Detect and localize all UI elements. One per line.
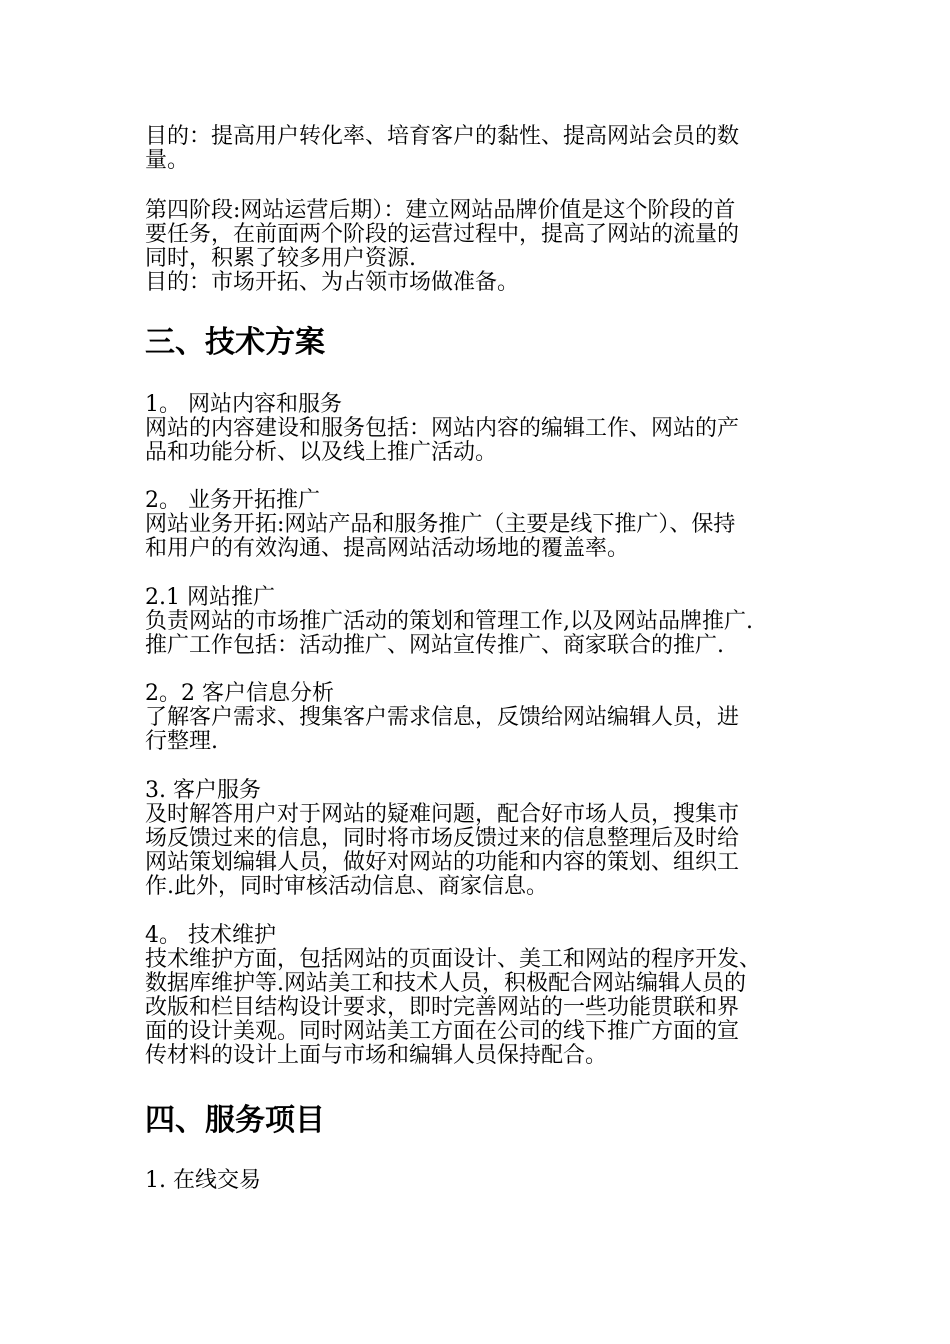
- text-line: 目的：提高用户转化率、培育客户的黏性、提高网站会员的数: [145, 124, 740, 149]
- text-line: 第四阶段:网站运营后期）：建立网站品牌价值是这个阶段的首: [145, 198, 736, 223]
- stage4-paragraph: [145, 199, 815, 295]
- section-3-item-1: [145, 393, 815, 465]
- item-heading: 1. 在线交易: [145, 1168, 261, 1193]
- text-line: 网站的内容建设和服务包括：网站内容的编辑工作、网站的产: [145, 416, 740, 441]
- text-line: 面的设计美观。同时网站美工方面在公司的线下推广方面的宣: [145, 1019, 740, 1044]
- text-line: 网站策划编辑人员，做好对网站的功能和内容的策划、组织工: [145, 850, 740, 875]
- item-heading: 2。 业务开拓推广: [145, 488, 320, 513]
- text-line: 推广工作包括：活动推广、网站宣传推广、商家联合的推广.: [145, 633, 724, 658]
- item-heading: 2.1 网站推广: [145, 585, 275, 610]
- section-3-item-2-1: [145, 586, 815, 658]
- text-line: 改版和栏目结构设计要求，即时完善网站的一些功能贯联和界: [145, 995, 740, 1020]
- section-4-title: 四、服务项目: [145, 1103, 325, 1138]
- text-line: 品和功能分析、以及线上推广活动。: [145, 440, 498, 465]
- text-line: 了解客户需求、搜集客户需求信息，反馈给网站编辑人员，进: [145, 705, 740, 730]
- text-line: 作.此外，同时审核活动信息、商家信息。: [145, 874, 548, 899]
- text-line: 技术维护方面，包括网站的页面设计、美工和网站的程序开发、: [145, 947, 762, 972]
- text-line: 网站业务开拓:网站产品和服务推广（主要是线下推广）、保持: [145, 512, 736, 537]
- item-heading: 4。 技术维护: [145, 923, 276, 948]
- text-line: 及时解答用户对于网站的疑难问题，配合好市场人员，搜集市: [145, 802, 740, 827]
- text-line: 数据库维护等.网站美工和技术人员，积极配合网站编辑人员的: [145, 971, 746, 996]
- goal-paragraph-1: [145, 125, 815, 173]
- text-line: 场反馈过来的信息，同时将市场反馈过来的信息整理后及时给: [145, 826, 740, 851]
- text-line: 行整理.: [145, 729, 218, 754]
- text-line: 负责网站的市场推广活动的策划和管理工作,以及网站品牌推广.: [145, 609, 753, 634]
- text-line: 目的：市场开拓、为占领市场做准备。: [145, 270, 520, 295]
- section-3-item-3: [145, 779, 815, 899]
- section-3-item-2-2: [145, 682, 815, 754]
- text-line: 量。: [145, 148, 190, 173]
- text-line: 和用户的有效沟通、提高网站活动场地的覆盖率。: [145, 536, 630, 561]
- item-heading: 3. 客户服务: [145, 778, 261, 803]
- section-3-title: 三、技术方案: [145, 325, 325, 360]
- text-line: 同时，积累了较多用户资源.: [145, 246, 416, 271]
- item-heading: 1。 网站内容和服务: [145, 392, 342, 417]
- section-3-item-2: [145, 489, 815, 561]
- section-4-item-1: [145, 1169, 815, 1193]
- section-3-item-4: [145, 924, 815, 1068]
- text-line: 要任务，在前面两个阶段的运营过程中，提高了网站的流量的: [145, 222, 740, 247]
- item-heading: 2。2 客户信息分析: [145, 681, 334, 706]
- text-line: 传材料的设计上面与市场和编辑人员保持配合。: [145, 1043, 608, 1068]
